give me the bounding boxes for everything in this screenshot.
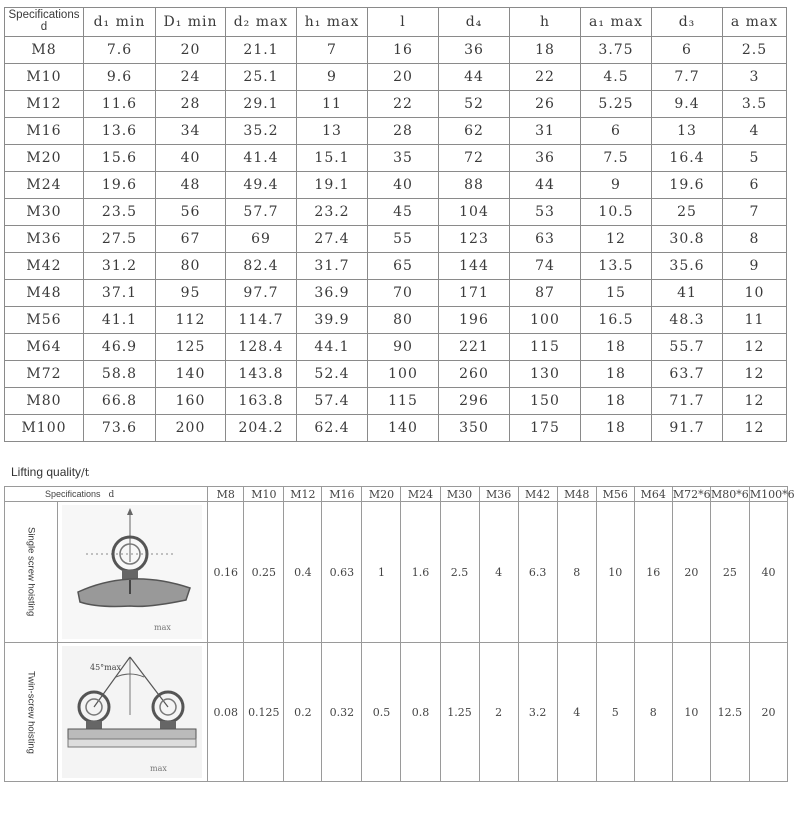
value-cell: 15 — [581, 280, 652, 307]
value-cell: 52 — [439, 91, 510, 118]
value-cell: 45 — [368, 199, 439, 226]
column-header: D₁ min — [156, 8, 226, 37]
lifting-value-cell: 3.2 — [518, 643, 557, 782]
single-screw-label-cell — [5, 502, 58, 643]
value-cell: 5.25 — [581, 91, 652, 118]
lifting-column-header: M30 — [440, 487, 479, 502]
column-header: h₁ max — [297, 8, 368, 37]
lifting-spec-header — [5, 487, 208, 502]
value-cell: 58.8 — [84, 361, 156, 388]
value-cell: 9 — [297, 64, 368, 91]
lifting-value-cell: 0.16 — [208, 502, 244, 643]
value-cell: 65 — [368, 253, 439, 280]
lifting-value-cell: 20 — [672, 502, 710, 643]
value-cell: 28 — [368, 118, 439, 145]
value-cell: 115 — [368, 388, 439, 415]
value-cell: 44.1 — [297, 334, 368, 361]
value-cell: 16.4 — [652, 145, 723, 172]
dimension-row — [5, 37, 787, 64]
value-cell: 73.6 — [84, 415, 156, 442]
single-screw-label: Single screw hoisting — [25, 527, 37, 617]
lifting-spec-label: Specifications — [45, 488, 101, 499]
lifting-unit: /t — [81, 466, 90, 479]
column-header: d₄ — [439, 8, 510, 37]
value-cell: 48.3 — [652, 307, 723, 334]
value-cell: 26 — [510, 91, 581, 118]
lifting-column-header: M56 — [596, 487, 634, 502]
value-cell: 9 — [723, 253, 787, 280]
value-cell: 71.7 — [652, 388, 723, 415]
value-cell: 39.9 — [297, 307, 368, 334]
load-plate-shape — [68, 729, 196, 739]
lifting-value-cell: 0.8 — [401, 643, 440, 782]
value-cell: 18 — [581, 388, 652, 415]
lifting-value-cell: 8 — [634, 643, 672, 782]
value-cell: 7.6 — [84, 37, 156, 64]
value-cell: 23.2 — [297, 199, 368, 226]
lifting-value-cell: 10 — [596, 502, 634, 643]
value-cell: 260 — [439, 361, 510, 388]
value-cell: 19.1 — [297, 172, 368, 199]
value-cell: 36 — [439, 37, 510, 64]
value-cell: 18 — [581, 334, 652, 361]
value-cell: 6 — [581, 118, 652, 145]
value-cell: 3.75 — [581, 37, 652, 64]
value-cell: 4 — [723, 118, 787, 145]
spec-cell: M16 — [5, 118, 84, 145]
lifting-value-cell: 40 — [749, 502, 787, 643]
spec-cell: M42 — [5, 253, 84, 280]
lifting-column-header: M36 — [479, 487, 518, 502]
single-diagram-caption: max — [154, 623, 171, 632]
lifting-column-header: M24 — [401, 487, 440, 502]
value-cell: 44 — [439, 64, 510, 91]
lifting-column-header: M20 — [362, 487, 401, 502]
value-cell: 16 — [368, 37, 439, 64]
value-cell: 12 — [723, 334, 787, 361]
dimensions-table — [4, 7, 787, 442]
value-cell: 200 — [156, 415, 226, 442]
value-cell: 13 — [652, 118, 723, 145]
spec-cell: M30 — [5, 199, 84, 226]
dimension-row — [5, 91, 787, 118]
value-cell: 97.7 — [226, 280, 297, 307]
twin-screw-row — [5, 643, 788, 782]
spec-cell: M12 — [5, 91, 84, 118]
lifting-value-cell: 0.63 — [322, 502, 362, 643]
lifting-value-cell: 20 — [749, 643, 787, 782]
lifting-column-header: M16 — [322, 487, 362, 502]
value-cell: 91.7 — [652, 415, 723, 442]
lifting-value-cell: 5 — [596, 643, 634, 782]
lifting-value-cell: 2.5 — [440, 502, 479, 643]
value-cell: 9 — [581, 172, 652, 199]
twin-screw-hoisting-diagram — [58, 643, 208, 781]
lifting-header-row — [5, 487, 788, 502]
value-cell: 24 — [156, 64, 226, 91]
value-cell: 175 — [510, 415, 581, 442]
column-header: d₃ — [652, 8, 723, 37]
lifting-value-cell: 0.2 — [284, 643, 322, 782]
value-cell: 10.5 — [581, 199, 652, 226]
column-header: l — [368, 8, 439, 37]
value-cell: 70 — [368, 280, 439, 307]
single-screw-diagram-cell — [58, 502, 208, 643]
lifting-value-cell: 1 — [362, 502, 401, 643]
value-cell: 34 — [156, 118, 226, 145]
value-cell: 63.7 — [652, 361, 723, 388]
value-cell: 6 — [652, 37, 723, 64]
value-cell: 72 — [439, 145, 510, 172]
spec-cell: M10 — [5, 64, 84, 91]
value-cell: 80 — [156, 253, 226, 280]
value-cell: 2.5 — [723, 37, 787, 64]
value-cell: 350 — [439, 415, 510, 442]
dimension-row — [5, 307, 787, 334]
value-cell: 140 — [368, 415, 439, 442]
value-cell: 13.5 — [581, 253, 652, 280]
value-cell: 82.4 — [226, 253, 297, 280]
value-cell: 7.5 — [581, 145, 652, 172]
value-cell: 44 — [510, 172, 581, 199]
value-cell: 53 — [510, 199, 581, 226]
spec-cell: M36 — [5, 226, 84, 253]
value-cell: 95 — [156, 280, 226, 307]
value-cell: 25.1 — [226, 64, 297, 91]
spec-cell: M24 — [5, 172, 84, 199]
value-cell: 100 — [510, 307, 581, 334]
value-cell: 41.4 — [226, 145, 297, 172]
value-cell: 56 — [156, 199, 226, 226]
lifting-value-cell: 0.4 — [284, 502, 322, 643]
value-cell: 49.4 — [226, 172, 297, 199]
value-cell: 11 — [723, 307, 787, 334]
value-cell: 57.7 — [226, 199, 297, 226]
value-cell: 69 — [226, 226, 297, 253]
lifting-table — [4, 486, 795, 782]
dimension-row — [5, 361, 787, 388]
value-cell: 125 — [156, 334, 226, 361]
value-cell: 5 — [723, 145, 787, 172]
value-cell: 87 — [510, 280, 581, 307]
lifting-value-cell: 25 — [710, 502, 749, 643]
lifting-value-cell: 1.25 — [440, 643, 479, 782]
spec-cell: M48 — [5, 280, 84, 307]
value-cell: 3 — [723, 64, 787, 91]
lifting-value-cell: 0.25 — [244, 502, 284, 643]
lifting-value-cell: 2 — [479, 643, 518, 782]
value-cell: 143.8 — [226, 361, 297, 388]
value-cell: 11 — [297, 91, 368, 118]
value-cell: 3.5 — [723, 91, 787, 118]
value-cell: 130 — [510, 361, 581, 388]
value-cell: 150 — [510, 388, 581, 415]
value-cell: 196 — [439, 307, 510, 334]
lifting-column-header: M10 — [244, 487, 284, 502]
value-cell: 7 — [723, 199, 787, 226]
value-cell: 27.5 — [84, 226, 156, 253]
value-cell: 88 — [439, 172, 510, 199]
twin-diagram-caption: max — [150, 764, 167, 773]
value-cell: 63 — [510, 226, 581, 253]
value-cell: 41.1 — [84, 307, 156, 334]
value-cell: 13 — [297, 118, 368, 145]
value-cell: 35 — [368, 145, 439, 172]
value-cell: 8 — [723, 226, 787, 253]
value-cell: 36 — [510, 145, 581, 172]
twin-screw-label: Twin-screw hoisting — [25, 670, 37, 754]
lifting-value-cell: 8 — [557, 502, 596, 643]
lifting-spec-symbol: d — [108, 489, 115, 500]
value-cell: 115 — [510, 334, 581, 361]
value-cell: 35.6 — [652, 253, 723, 280]
value-cell: 40 — [156, 145, 226, 172]
column-header: a₁ max — [581, 8, 652, 37]
dimension-row — [5, 145, 787, 172]
spec-header — [5, 8, 84, 37]
lifting-column-header: M64 — [634, 487, 672, 502]
spec-cell: M100 — [5, 415, 84, 442]
value-cell: 140 — [156, 361, 226, 388]
spec-cell: M8 — [5, 37, 84, 64]
dimension-row — [5, 388, 787, 415]
value-cell: 31.2 — [84, 253, 156, 280]
value-cell: 22 — [510, 64, 581, 91]
dimension-row — [5, 118, 787, 145]
value-cell: 22 — [368, 91, 439, 118]
value-cell: 90 — [368, 334, 439, 361]
value-cell: 40 — [368, 172, 439, 199]
spec-cell: M72 — [5, 361, 84, 388]
value-cell: 21.1 — [226, 37, 297, 64]
value-cell: 67 — [156, 226, 226, 253]
single-screw-row — [5, 502, 788, 643]
dimension-row — [5, 334, 787, 361]
value-cell: 20 — [368, 64, 439, 91]
value-cell: 18 — [581, 415, 652, 442]
value-cell: 104 — [439, 199, 510, 226]
value-cell: 19.6 — [652, 172, 723, 199]
lifting-column-header: M72*6 — [672, 487, 711, 501]
value-cell: 66.8 — [84, 388, 156, 415]
value-cell: 29.1 — [226, 91, 297, 118]
lifting-value-cell: 0.5 — [362, 643, 401, 782]
value-cell: 15.1 — [297, 145, 368, 172]
value-cell: 57.4 — [297, 388, 368, 415]
value-cell: 18 — [581, 361, 652, 388]
value-cell: 12 — [723, 415, 787, 442]
value-cell: 41 — [652, 280, 723, 307]
value-cell: 100 — [368, 361, 439, 388]
value-cell: 25 — [652, 199, 723, 226]
value-cell: 23.5 — [84, 199, 156, 226]
lifting-value-cell: 16 — [634, 502, 672, 643]
dimension-row — [5, 226, 787, 253]
column-header: a max — [723, 8, 787, 37]
value-cell: 11.6 — [84, 91, 156, 118]
value-cell: 55.7 — [652, 334, 723, 361]
value-cell: 27.4 — [297, 226, 368, 253]
spec-cell: M56 — [5, 307, 84, 334]
value-cell: 171 — [439, 280, 510, 307]
lifting-value-cell: 4 — [557, 643, 596, 782]
lifting-column-header: M100*6 — [749, 487, 795, 501]
value-cell: 114.7 — [226, 307, 297, 334]
lifting-column-header: M42 — [518, 487, 557, 502]
lifting-value-cell: 1.6 — [401, 502, 440, 643]
lifting-value-cell: 0.125 — [244, 643, 284, 782]
dimension-row — [5, 172, 787, 199]
value-cell: 7.7 — [652, 64, 723, 91]
value-cell: 6 — [723, 172, 787, 199]
value-cell: 9.6 — [84, 64, 156, 91]
value-cell: 18 — [510, 37, 581, 64]
spec-cell: M64 — [5, 334, 84, 361]
value-cell: 4.5 — [581, 64, 652, 91]
value-cell: 10 — [723, 280, 787, 307]
lifting-column-header: M48 — [557, 487, 596, 502]
value-cell: 12 — [581, 226, 652, 253]
value-cell: 15.6 — [84, 145, 156, 172]
spec-header-label: Specifications — [8, 9, 80, 21]
value-cell: 46.9 — [84, 334, 156, 361]
dimensions-header-row — [5, 8, 787, 37]
value-cell: 9.4 — [652, 91, 723, 118]
column-header: d₁ min — [84, 8, 156, 37]
value-cell: 221 — [439, 334, 510, 361]
lifting-value-cell: 6.3 — [518, 502, 557, 643]
twin-screw-label-cell — [5, 643, 58, 782]
value-cell: 62.4 — [297, 415, 368, 442]
value-cell: 28 — [156, 91, 226, 118]
lifting-quality-title — [11, 465, 89, 479]
value-cell: 123 — [439, 226, 510, 253]
dimension-row — [5, 64, 787, 91]
column-header: d₂ max — [226, 8, 297, 37]
value-cell: 52.4 — [297, 361, 368, 388]
value-cell: 35.2 — [226, 118, 297, 145]
lifting-value-cell: 0.32 — [322, 643, 362, 782]
value-cell: 12 — [723, 388, 787, 415]
value-cell: 160 — [156, 388, 226, 415]
value-cell: 37.1 — [84, 280, 156, 307]
value-cell: 31 — [510, 118, 581, 145]
lifting-title-text: Lifting quality — [11, 465, 82, 479]
dimension-row — [5, 415, 787, 442]
value-cell: 74 — [510, 253, 581, 280]
value-cell: 30.8 — [652, 226, 723, 253]
spec-header-symbol: d — [40, 21, 48, 33]
value-cell: 7 — [297, 37, 368, 64]
value-cell: 163.8 — [226, 388, 297, 415]
value-cell: 48 — [156, 172, 226, 199]
value-cell: 128.4 — [226, 334, 297, 361]
value-cell: 19.6 — [84, 172, 156, 199]
lifting-value-cell: 0.08 — [208, 643, 244, 782]
lifting-value-cell: 10 — [672, 643, 710, 782]
lifting-column-header: M8 — [208, 487, 244, 502]
dimension-row — [5, 253, 787, 280]
value-cell: 62 — [439, 118, 510, 145]
value-cell: 36.9 — [297, 280, 368, 307]
value-cell: 80 — [368, 307, 439, 334]
single-screw-hoisting-diagram — [58, 502, 208, 642]
value-cell: 20 — [156, 37, 226, 64]
lifting-column-header: M12 — [284, 487, 322, 502]
value-cell: 13.6 — [84, 118, 156, 145]
spec-cell: M20 — [5, 145, 84, 172]
value-cell: 204.2 — [226, 415, 297, 442]
dimension-row — [5, 199, 787, 226]
value-cell: 31.7 — [297, 253, 368, 280]
value-cell: 55 — [368, 226, 439, 253]
column-header: h — [510, 8, 581, 37]
angle-label: 45°max — [90, 663, 122, 672]
spec-cell: M80 — [5, 388, 84, 415]
lifting-column-header: M80*6 — [711, 487, 749, 501]
twin-screw-diagram-cell — [58, 643, 208, 782]
dimension-row — [5, 280, 787, 307]
value-cell: 16.5 — [581, 307, 652, 334]
lifting-value-cell: 12.5 — [710, 643, 749, 782]
value-cell: 112 — [156, 307, 226, 334]
value-cell: 12 — [723, 361, 787, 388]
value-cell: 144 — [439, 253, 510, 280]
lifting-value-cell: 4 — [479, 502, 518, 643]
dimensions-table-body — [5, 37, 787, 442]
value-cell: 296 — [439, 388, 510, 415]
